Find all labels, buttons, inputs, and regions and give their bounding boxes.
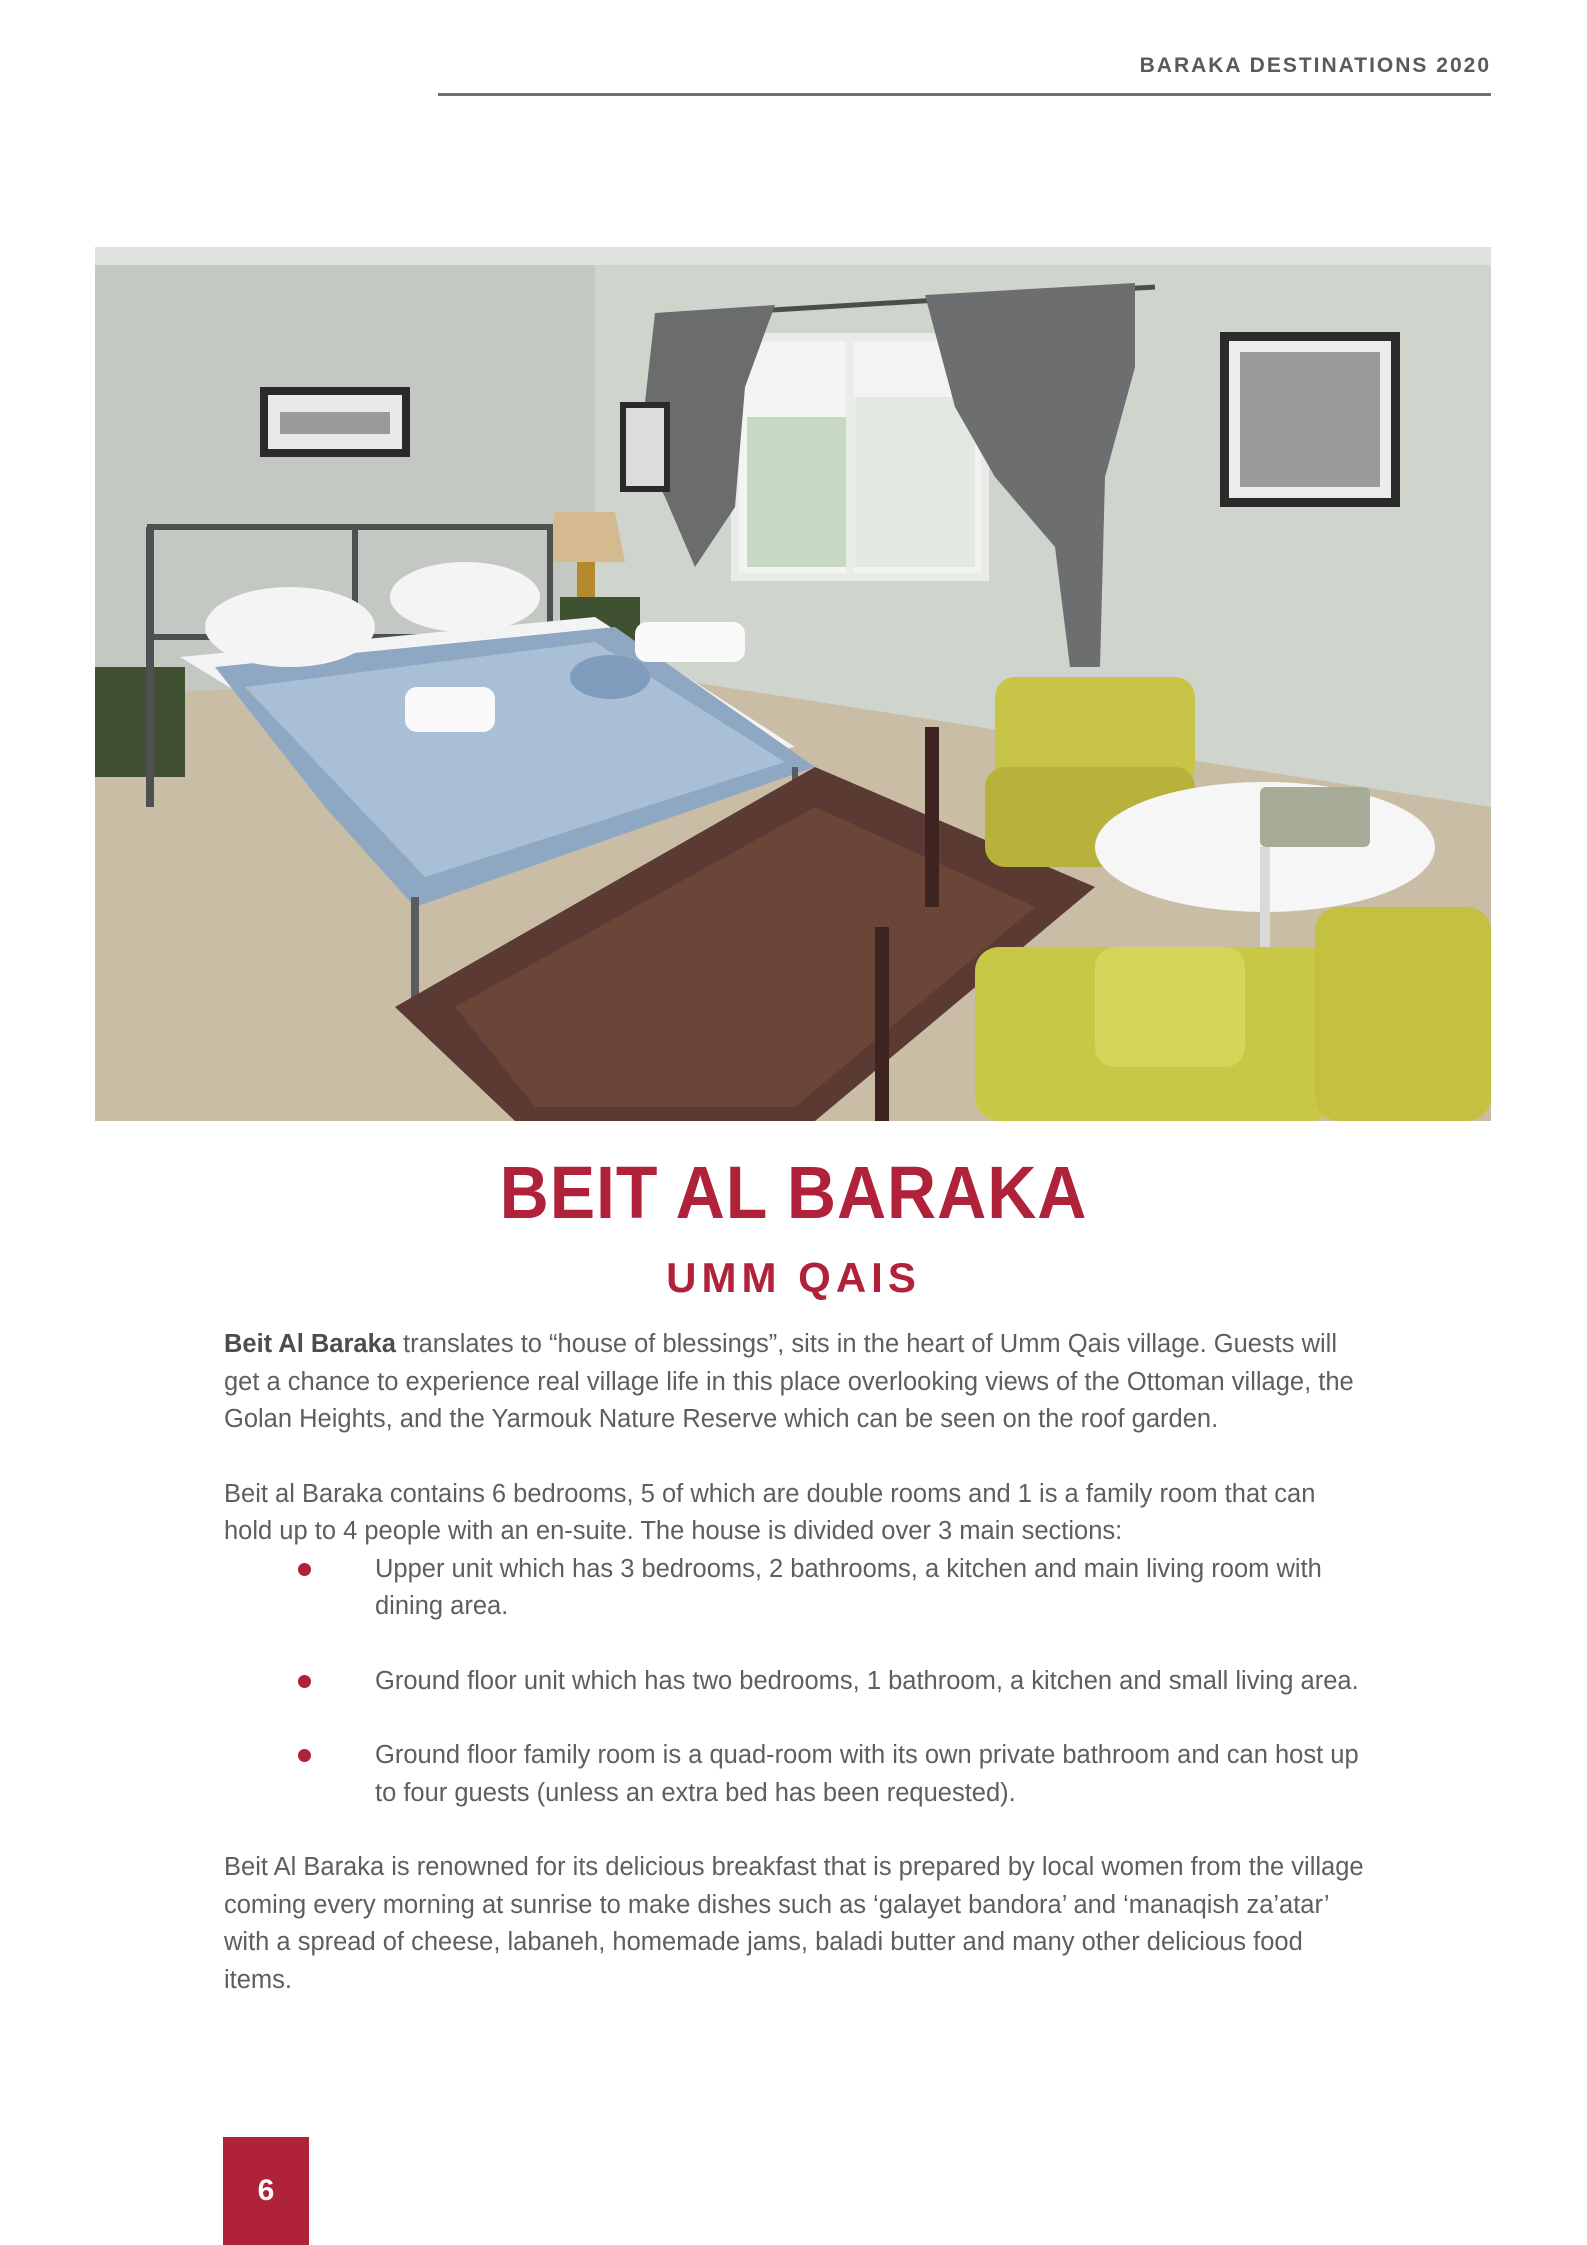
page-title: BEIT AL BARAKA bbox=[499, 1151, 1088, 1234]
intro-text: translates to “house of blessings”, sits in the heart of Umm Qais village. Guests will get a chance to experience real village life in this place overlooking views of the Ottoman village, the Golan Heights, and the Yarmouk Nature Reserve which can be seen on the roof garden. bbox=[224, 1330, 1354, 1433]
list-item-text: Ground floor unit which has two bedrooms, 1 bathroom, a kitchen and small living area. bbox=[375, 1666, 1359, 1695]
intro-paragraph bbox=[224, 1326, 1364, 1439]
rooms-paragraph: Beit al Baraka contains 6 bedrooms, 5 of which are double rooms and 1 is a family room that can hold up to 4 people with an en-suite. The house is divided over 3 main sections: bbox=[224, 1479, 1316, 1545]
bedroom-photo bbox=[95, 247, 1491, 1121]
header-rule bbox=[438, 93, 1491, 96]
bullet-icon bbox=[298, 1675, 311, 1688]
list-item-text: Ground floor family room is a quad-room with its own private bathroom and can host up to four guests (unless an extra bed has been requested). bbox=[375, 1741, 1359, 1807]
list-item bbox=[224, 1737, 1364, 1812]
sections-list bbox=[224, 1551, 1364, 1813]
list-item bbox=[224, 1663, 1364, 1701]
list-item-text: Upper unit which has 3 bedrooms, 2 bathrooms, a kitchen and main living room with dining area. bbox=[375, 1554, 1322, 1620]
bullet-icon bbox=[298, 1563, 311, 1576]
running-header: BARAKA DESTINATIONS 2020 bbox=[1139, 54, 1491, 77]
intro-lead: Beit Al Baraka bbox=[224, 1330, 396, 1358]
page-number: 6 bbox=[223, 2137, 309, 2245]
bullet-icon bbox=[298, 1749, 311, 1762]
body-text bbox=[224, 1326, 1364, 1999]
breakfast-paragraph: Beit Al Baraka is renowned for its delicious breakfast that is prepared by local women from the village coming every morning at sunrise to make dishes such as ‘galayet bandora’ and ‘manaqish za’atar’ with a spread of cheese, labaneh, homemade jams, baladi butter and many other delicious food items. bbox=[224, 1853, 1364, 1994]
list-item bbox=[224, 1551, 1364, 1626]
page-subtitle: UMM QAIS bbox=[666, 1254, 921, 1301]
